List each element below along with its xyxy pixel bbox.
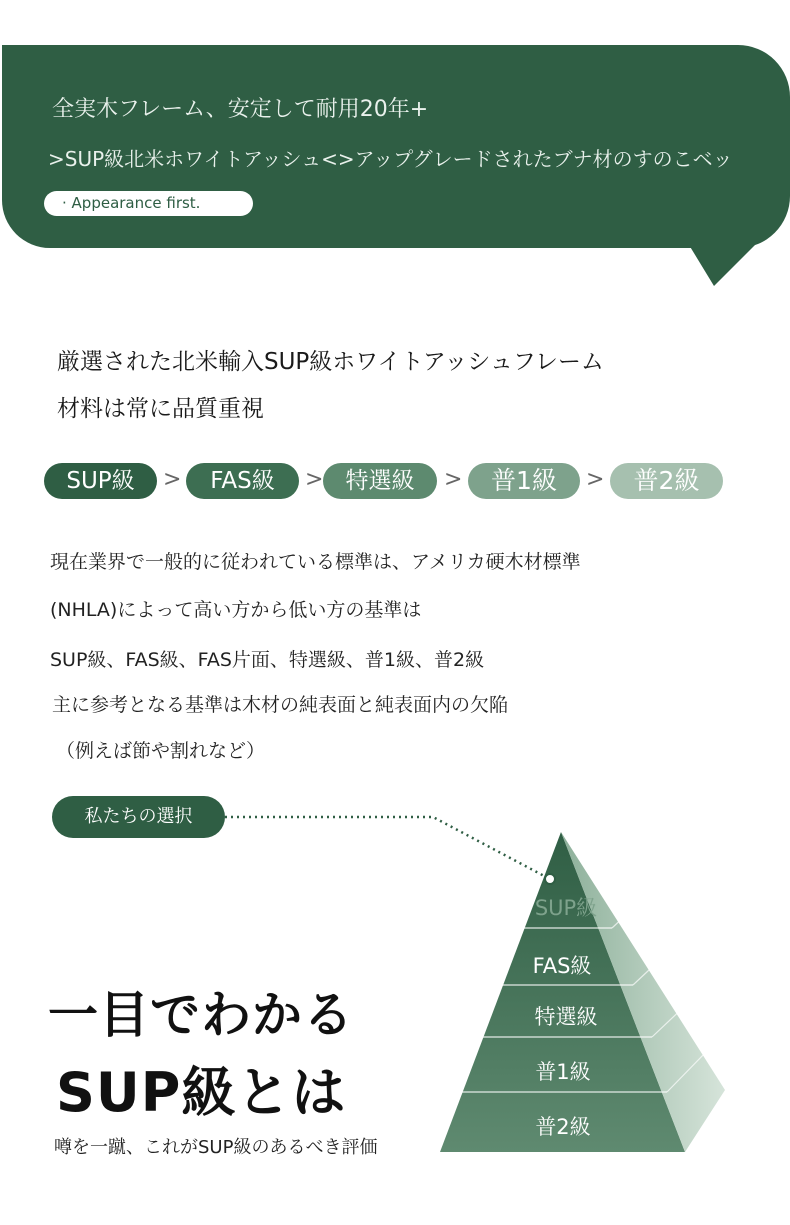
headline-line2: SUP級とは xyxy=(56,1061,347,1124)
grade-pill-common2: 普2級 xyxy=(610,463,723,499)
grade-separator: > xyxy=(305,467,324,492)
headline-caption: 噂を一蹴、これがSUP級のあるべき評価 xyxy=(54,1137,378,1158)
banner-subtitle: >SUP級北米ホワイトアッシュ<>アップグレードされたブナ材のすのこベッ xyxy=(48,147,733,171)
banner-tag: · Appearance first. xyxy=(44,191,253,216)
grade-separator: > xyxy=(586,467,605,492)
pyramid-level-label: FAS級 xyxy=(532,954,592,978)
choice-leader-line xyxy=(225,817,548,878)
body-line: 現在業界で一般的に従われている標準は、アメリカ硬木材標準 xyxy=(50,551,581,573)
choice-marker xyxy=(545,874,555,884)
pyramid-level-label: SUP級 xyxy=(534,896,598,920)
section-subheading: 材料は常に品質重視 xyxy=(57,396,264,422)
banner-title: 全実木フレーム、安定して耐用20年+ xyxy=(52,97,429,122)
grade-pill-fas: FAS級 xyxy=(186,463,299,499)
grade-separator: > xyxy=(163,467,182,492)
grade-separator: > xyxy=(444,467,463,492)
body-line: (NHLA)によって高い方から低い方の基準は xyxy=(50,599,422,621)
our-choice-badge: 私たちの選択 xyxy=(52,796,225,838)
pyramid-level-label: 普2級 xyxy=(535,1115,591,1139)
pyramid-level-label: 特選級 xyxy=(534,1005,598,1029)
body-line: （例えば節や割れなど） xyxy=(56,740,266,762)
pyramid-level-label: 普1級 xyxy=(535,1060,591,1084)
section-heading: 厳選された北米輸入SUP級ホワイトアッシュフレーム xyxy=(57,349,604,375)
grade-pill-sup: SUP級 xyxy=(44,463,157,499)
headline-line1: 一目でわかる xyxy=(48,986,354,1044)
grade-pill-select: 特選級 xyxy=(323,463,437,499)
grade-pill-common1: 普1級 xyxy=(468,463,580,499)
body-line: 主に参考となる基準は木材の純表面と純表面内の欠陥 xyxy=(52,694,509,716)
body-line: SUP級、FAS級、FAS片面、特選級、普1級、普2級 xyxy=(50,649,485,671)
